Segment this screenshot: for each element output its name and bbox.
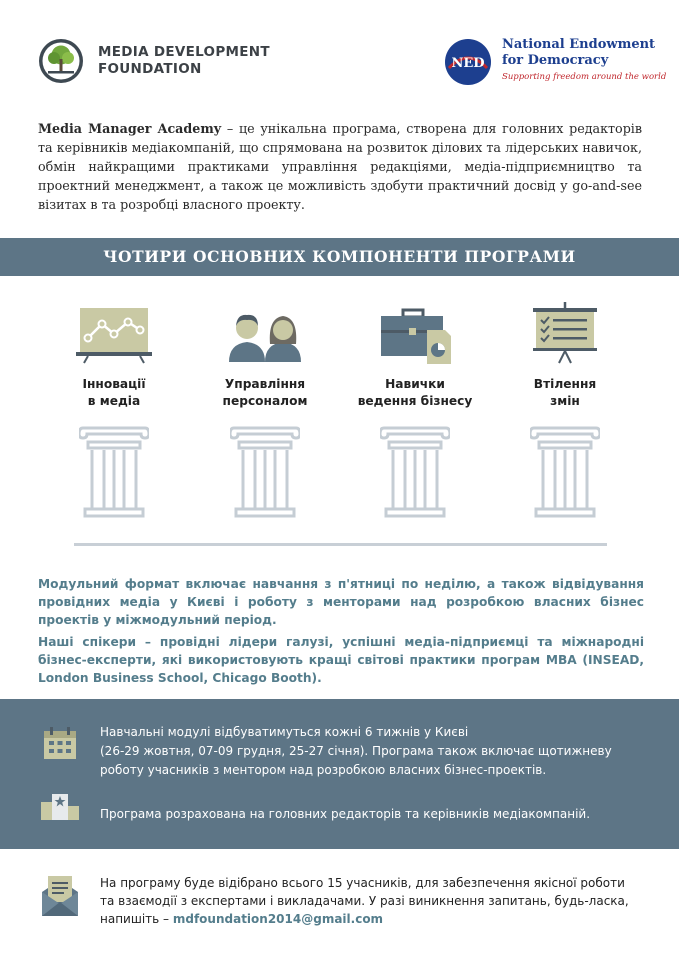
ned-name-line1: National Endowment bbox=[502, 37, 656, 52]
column-icon bbox=[380, 424, 450, 518]
ned-name-line2: for Democracy bbox=[502, 53, 609, 68]
pillar-label-line1: Навички bbox=[385, 377, 445, 391]
pillar-label-line1: Інновації bbox=[82, 377, 146, 391]
pillar-label bbox=[490, 376, 640, 416]
pillar-personnel bbox=[190, 300, 340, 518]
mdf-tree-logo-icon bbox=[38, 38, 84, 84]
info-panel bbox=[0, 699, 679, 849]
pillar-label-line2: в медіа bbox=[87, 394, 141, 408]
column-icon bbox=[530, 424, 600, 518]
ned-logo-icon bbox=[444, 38, 492, 86]
pillar-label-line2: змін bbox=[550, 394, 580, 408]
audience-text: Програма розрахована на головних редакторів та керівників медіакомпаній. bbox=[100, 807, 591, 821]
calendar-icon bbox=[42, 725, 78, 761]
intro-paragraph bbox=[38, 119, 642, 214]
header bbox=[0, 0, 679, 110]
components-band-title: ЧОТИРИ ОСНОВНИХ КОМПОНЕНТИ ПРОГРАМИ bbox=[0, 238, 679, 276]
people-icon bbox=[225, 300, 305, 364]
column-icon bbox=[79, 424, 149, 518]
intro-lead: Media Manager Academy bbox=[38, 121, 222, 136]
briefcase-icon bbox=[375, 300, 455, 364]
pillar-innovation bbox=[39, 300, 189, 518]
mail-letter-icon bbox=[40, 874, 80, 918]
footer-text: На програму буде відібрано всього 15 учасників, для забезпечення якісної роботи та взаємодії з експертами і викладачами. У разі виникнення запитань, будь-ласка, напишіть – bbox=[100, 876, 629, 926]
footer-paragraph bbox=[100, 874, 640, 928]
mdf-name bbox=[98, 44, 270, 78]
schedule-line1: Навчальні модулі відбуватимуться кожні 6 тижнів у Києві bbox=[100, 725, 469, 739]
pillar-label-line2: персоналом bbox=[222, 394, 308, 408]
ned-logo-text: NED bbox=[451, 56, 485, 71]
chart-board-icon bbox=[74, 300, 154, 364]
pillar-label-line2: ведення бізнесу bbox=[357, 394, 473, 408]
mdf-name-line1: MEDIA DEVELOPMENT bbox=[98, 44, 270, 60]
intro-text: – це унікальна програма, створена для головних редакторів та керівників медіакомпаній, що спрямована на розвиток ділових та лідерських навичок, обмін найкращими практиками управління редакціями, медіа-підприємництво та проектний менеджмент, а також це можливість здобути практичний досвід у go-and-see візитах в та розробці власного проекту. bbox=[38, 121, 643, 212]
pillars-baseline-divider bbox=[74, 543, 607, 546]
pillar-label bbox=[39, 376, 189, 416]
pillar-label bbox=[190, 376, 340, 416]
contact-email-link[interactable]: mdfoundation2014@gmail.com bbox=[172, 912, 384, 926]
schedule-text bbox=[100, 723, 640, 780]
pillar-implementing-change bbox=[490, 300, 640, 518]
schedule-line2: (26-29 жовтня, 07-09 грудня, 25-27 січня). Програма також включає щотижневу роботу учасників з ментором над розробкою власних бізнес-проектів. bbox=[100, 744, 612, 777]
speakers-paragraph: Наші спікери – провідні лідери галузі, успішні медіа-підприємці та міжнародні бізнес-експерти, які використовують кращі світові практики програм МВА (INSEAD, London Business School, Chicago Booth). bbox=[38, 635, 644, 685]
pillar-label bbox=[340, 376, 490, 416]
podium-icon bbox=[40, 788, 80, 820]
pillar-label-line1: Втілення bbox=[533, 377, 597, 391]
pillar-business-skills bbox=[340, 300, 490, 518]
mdf-name-line2: FOUNDATION bbox=[98, 61, 202, 77]
pillar-label-line1: Управління bbox=[224, 377, 306, 391]
format-paragraph: Модульний формат включає навчання з п'ятниці по неділю, а також відвідування провідних медіа у Києві і роботу з менторами над розробкою власних бізнес проектів у міжмодульний період. bbox=[38, 577, 644, 627]
column-icon bbox=[230, 424, 300, 518]
ned-tagline: Supporting freedom around the world bbox=[502, 72, 667, 82]
checklist-board-icon bbox=[525, 300, 605, 364]
ned-name bbox=[502, 37, 672, 69]
